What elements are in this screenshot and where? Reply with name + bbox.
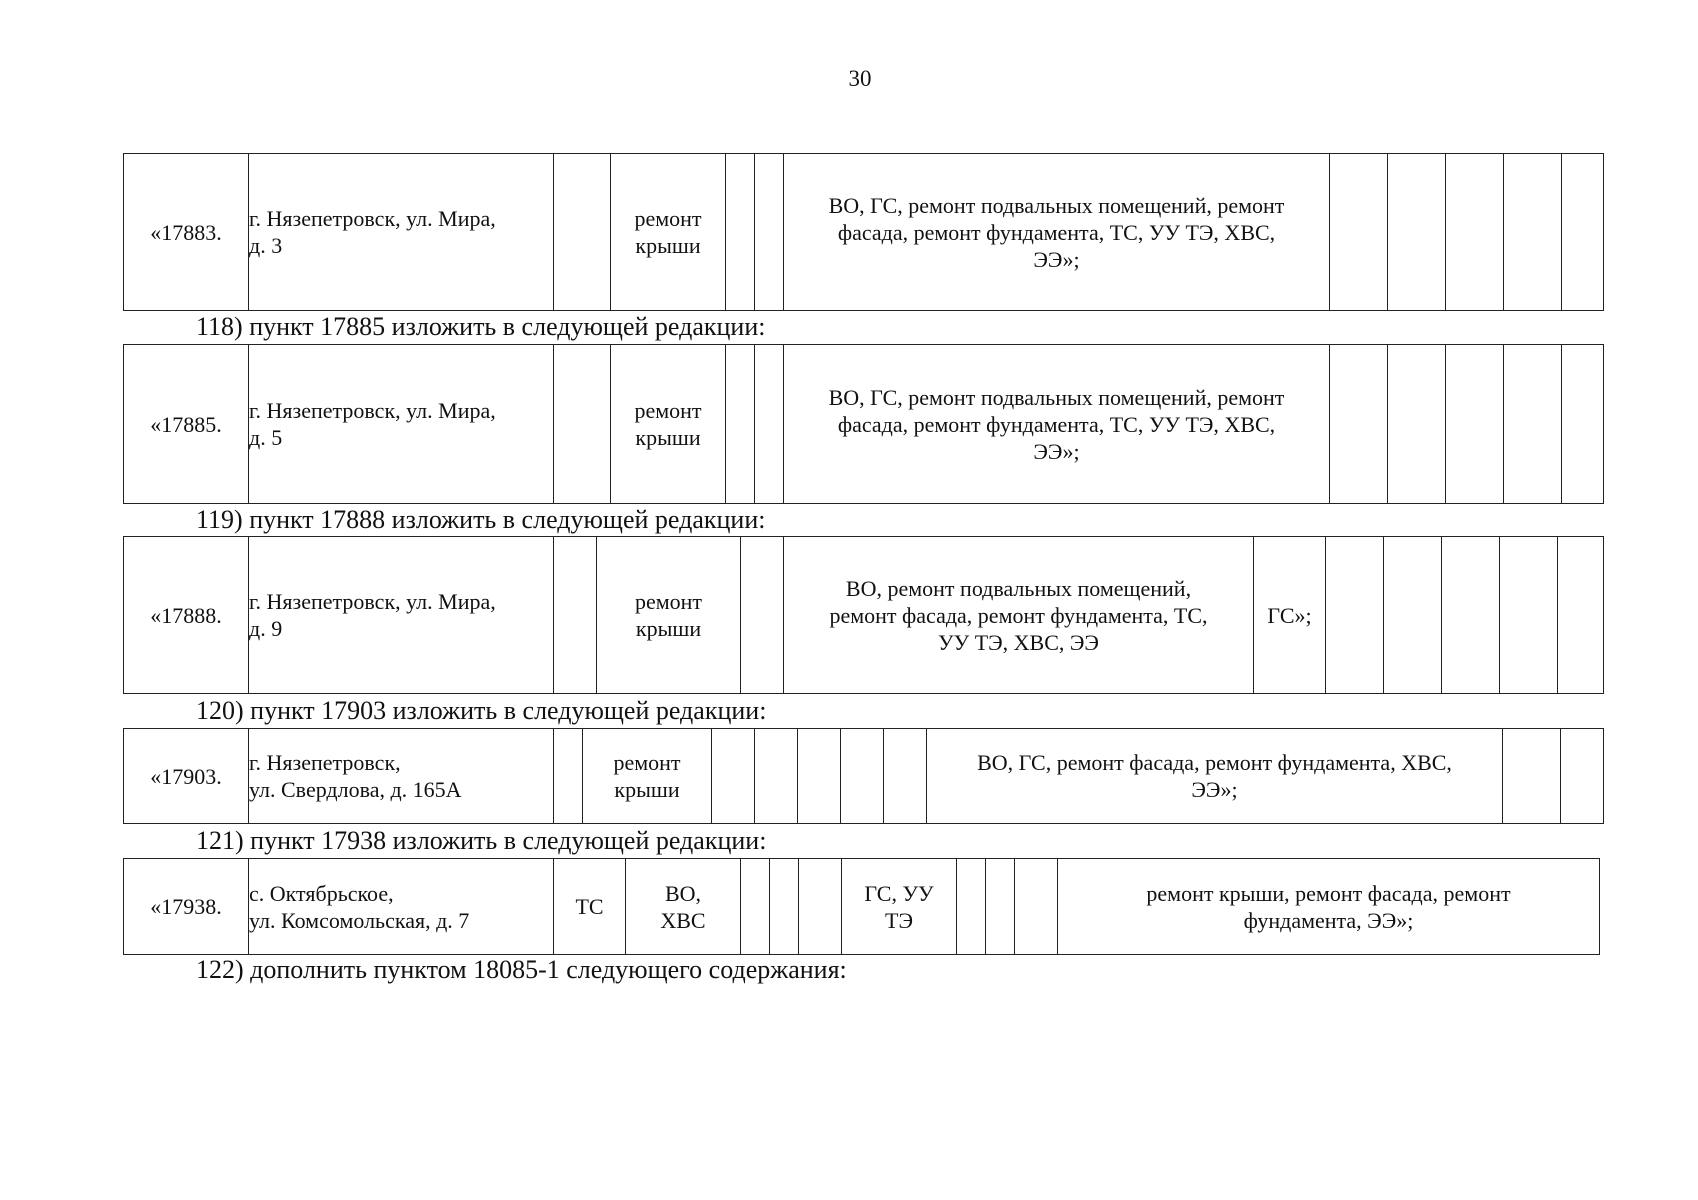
empty-cell xyxy=(554,154,611,311)
empty-cell xyxy=(1384,537,1442,694)
repair-line: ремонт xyxy=(634,398,702,423)
empty-cell xyxy=(1446,154,1504,311)
table-row-17883 xyxy=(123,153,1604,311)
works-cell xyxy=(1058,859,1600,955)
address-cell xyxy=(249,729,554,824)
empty-cell xyxy=(554,729,583,824)
address-cell xyxy=(249,859,554,955)
vo-line: ВО, xyxy=(664,880,702,906)
repair-line: крыши xyxy=(635,616,702,641)
repair-cell xyxy=(611,154,726,311)
empty-cell xyxy=(1446,345,1504,504)
empty-cell xyxy=(741,537,784,694)
table-row-17885 xyxy=(123,344,1604,504)
gs-uute-cell xyxy=(842,859,957,955)
empty-cell xyxy=(1442,537,1500,694)
empty-cell xyxy=(755,154,784,311)
empty-cell xyxy=(1503,729,1561,824)
address-line: ул. Свердлова, д. 165А xyxy=(249,777,462,802)
empty-cell xyxy=(986,859,1015,955)
empty-cell xyxy=(712,729,755,824)
works-line: ЭЭ»; xyxy=(1191,777,1238,802)
instruction-paragraph: 118) пункт 17885 изложить в следующей редакции: xyxy=(196,312,766,341)
works-cell xyxy=(784,345,1330,504)
works-line: ВО, ремонт подвальных помещений, xyxy=(845,575,1192,601)
ts-cell: ТС xyxy=(554,859,626,955)
works-line: УУ ТЭ, ХВС, ЭЭ xyxy=(938,629,1099,655)
instruction-paragraph: 121) пункт 17938 изложить в следующей редакции: xyxy=(196,826,767,855)
address-cell xyxy=(249,345,554,504)
address-line: ул. Комсомольская, д. 7 xyxy=(249,907,470,933)
empty-cell xyxy=(799,859,842,955)
empty-cell xyxy=(1326,537,1384,694)
empty-cell xyxy=(1561,729,1604,824)
empty-cell xyxy=(770,859,799,955)
empty-cell xyxy=(1562,345,1604,504)
vo-hvs-cell xyxy=(626,859,741,955)
item-number: «17888. xyxy=(124,537,249,694)
table-row-17888 xyxy=(123,536,1604,694)
empty-cell xyxy=(726,345,755,504)
address-line: д. 9 xyxy=(249,616,283,641)
address-line: г. Нязепетровск, ул. Мира, xyxy=(249,589,496,614)
gs-line: ГС, УУ xyxy=(864,880,934,906)
empty-cell xyxy=(841,729,884,824)
works-line: ремонт фасада, ремонт фундамента, ТС, xyxy=(829,602,1208,628)
gs-text: ГС»; xyxy=(1267,602,1312,628)
address-line: д. 5 xyxy=(249,425,283,450)
works-line: ремонт крыши, ремонт фасада, ремонт xyxy=(1146,880,1511,906)
instruction-paragraph: 120) пункт 17903 изложить в следующей редакции: xyxy=(196,696,767,725)
address-cell xyxy=(249,154,554,311)
empty-cell xyxy=(1504,154,1562,311)
item-number: «17903. xyxy=(124,729,249,824)
repair-line: крыши xyxy=(614,777,680,802)
empty-cell xyxy=(1558,537,1604,694)
empty-cell xyxy=(554,345,611,504)
repair-cell xyxy=(611,345,726,504)
works-cell xyxy=(784,537,1254,694)
instruction-paragraph: 119) пункт 17888 изложить в следующей редакции: xyxy=(196,505,766,534)
gs-line: ТЭ xyxy=(885,907,913,933)
empty-cell xyxy=(1388,345,1446,504)
works-line: ЭЭ»; xyxy=(1033,438,1080,464)
repair-cell xyxy=(597,537,741,694)
works-line: фасада, ремонт фундамента, ТС, УУ ТЭ, ХВС, xyxy=(837,411,1276,437)
gs-cell xyxy=(1254,537,1326,694)
empty-cell xyxy=(755,345,784,504)
empty-cell xyxy=(1330,345,1388,504)
empty-cell xyxy=(957,859,986,955)
empty-cell xyxy=(884,729,927,824)
empty-cell xyxy=(726,154,755,311)
empty-cell xyxy=(1504,345,1562,504)
empty-cell xyxy=(1330,154,1388,311)
empty-cell xyxy=(1562,154,1604,311)
address-line: г. Нязепетровск, ул. Мира, xyxy=(249,398,496,423)
address-cell xyxy=(249,537,554,694)
works-cell xyxy=(927,729,1503,824)
repair-line: ремонт xyxy=(613,750,681,775)
item-number: «17883. xyxy=(124,154,249,311)
address-line: г. Нязепетровск, ул. Мира, xyxy=(249,206,496,231)
works-line: фасада, ремонт фундамента, ТС, УУ ТЭ, ХВС, xyxy=(837,219,1276,245)
works-cell xyxy=(784,154,1330,311)
empty-cell xyxy=(798,729,841,824)
repair-line: ремонт xyxy=(634,206,702,231)
works-line: ВО, ГС, ремонт подвальных помещений, ремонт xyxy=(828,192,1285,218)
empty-cell xyxy=(554,537,597,694)
empty-cell xyxy=(741,859,770,955)
works-line: фундамента, ЭЭ»; xyxy=(1243,907,1414,933)
empty-cell xyxy=(755,729,798,824)
address-line: д. 3 xyxy=(249,233,283,258)
empty-cell xyxy=(1500,537,1558,694)
works-line: ВО, ГС, ремонт подвальных помещений, ремонт xyxy=(828,384,1285,410)
item-number: «17885. xyxy=(124,345,249,504)
instruction-paragraph: 122) дополнить пунктом 18085-1 следующего содержания: xyxy=(196,955,847,984)
empty-cell xyxy=(1388,154,1446,311)
table-row-17938 xyxy=(123,858,1600,955)
repair-line: крыши xyxy=(635,233,701,258)
repair-line: ремонт xyxy=(634,589,703,614)
repair-line: крыши xyxy=(635,425,701,450)
works-line: ВО, ГС, ремонт фасада, ремонт фундамента, ХВС, xyxy=(977,750,1452,775)
repair-cell xyxy=(583,729,712,824)
table-row-17903 xyxy=(123,728,1604,824)
address-line: с. Октябрьское, xyxy=(249,880,394,906)
item-number: «17938. xyxy=(124,859,249,955)
works-line: ЭЭ»; xyxy=(1033,246,1080,272)
empty-cell xyxy=(1015,859,1058,955)
address-line: г. Нязепетровск, xyxy=(249,750,401,775)
vo-line: ХВС xyxy=(660,907,706,933)
page-number: 30 xyxy=(848,66,872,91)
